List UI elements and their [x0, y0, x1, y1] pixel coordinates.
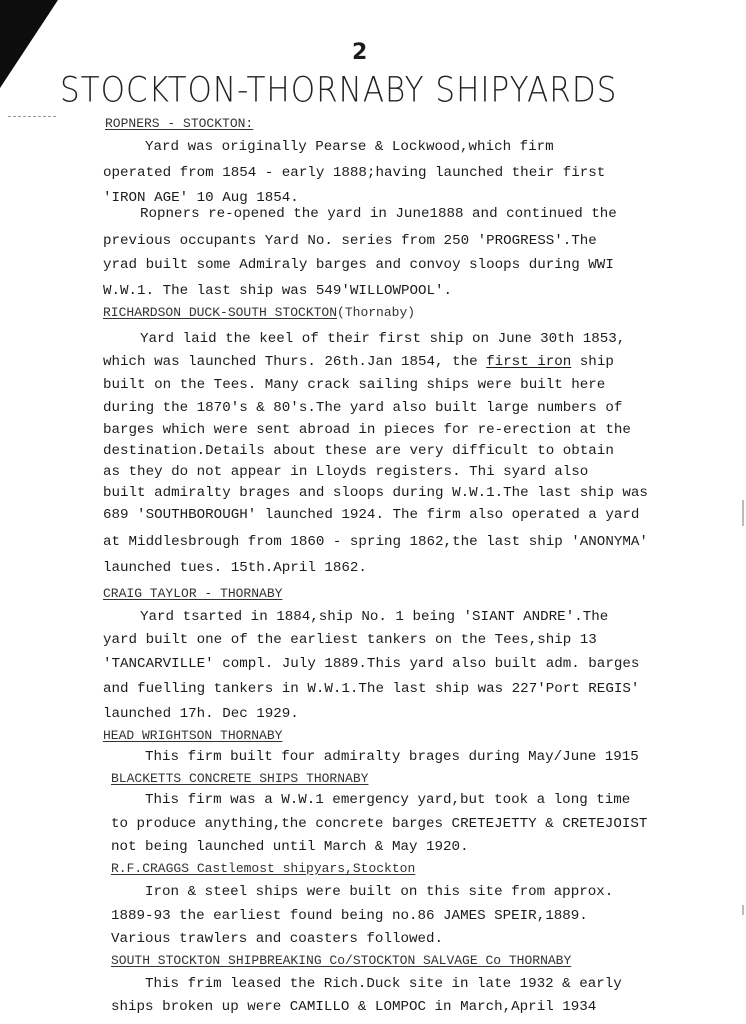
text-line: during the 1870's & 80's.The yard also built large numbers of: [103, 400, 623, 416]
text-line: launched tues. 15th.April 1862.: [103, 560, 367, 576]
text-line: to produce anything,the concrete barges CRETEJETTY & CRETEJOIST: [111, 816, 648, 832]
scan-edge-mark: [742, 905, 744, 915]
text-line: destination.Details about these are very difficult to obtain: [103, 443, 614, 459]
text-line: yrad built some Admiraly barges and convoy sloops during WWI: [103, 257, 614, 273]
text-line: Yard was originally Pearse & Lockwood,which firm: [145, 139, 554, 155]
text-line: W.W.1. The last ship was 549'WILLOWPOOL'.: [103, 283, 453, 299]
text-line: yard built one of the earliest tankers on the Tees,ship 13: [103, 632, 597, 648]
scan-edge-mark: [742, 500, 744, 526]
section-heading: HEAD WRIGHTSON THORNABY: [103, 728, 283, 743]
scan-corner-mark: [0, 0, 58, 88]
section-heading: BLACKETTS CONCRETE SHIPS THORNABY: [111, 771, 369, 786]
text-line: Yard tsarted in 1884,ship No. 1 being 'SIANT ANDRE'.The: [140, 609, 609, 625]
text-line: built on the Tees. Many crack sailing ships were built here: [103, 377, 606, 393]
text-line: and fuelling tankers in W.W.1.The last ship was 227'Port REGIS': [103, 681, 640, 697]
text-line: ships broken up were CAMILLO & LOMPOC in March,April 1934: [111, 999, 597, 1015]
underlined-phrase: first iron: [486, 354, 572, 370]
text-line: Ropners re-opened the yard in June1888 and continued the: [140, 206, 617, 222]
text-line: as they do not appear in Lloyds registers. Thi syard also: [103, 464, 589, 480]
text-line: Various trawlers and coasters followed.: [111, 931, 444, 947]
section-heading: R.F.CRAGGS Castlemost shipyars,Stockton: [111, 861, 416, 876]
text-line: 'TANCARVILLE' compl. July 1889.This yard also built adm. barges: [103, 656, 640, 672]
margin-mark: [8, 116, 56, 117]
text-line: at Middlesbrough from 1860 - spring 1862,the last ship 'ANONYMA': [103, 534, 648, 550]
section-heading: SOUTH STOCKTON SHIPBREAKING Co/STOCKTON SALVAGE Co THORNABY: [111, 953, 572, 968]
text-line: 689 'SOUTHBOROUGH' launched 1924. The firm also operated a yard: [103, 507, 640, 523]
section-heading: CRAIG TAYLOR - THORNABY: [103, 586, 283, 601]
text-line: built admiralty brages and sloops during W.W.1.The last ship was: [103, 485, 648, 501]
section-heading: [103, 305, 415, 321]
section-heading-name: RICHARDSON DUCK-SOUTH STOCKTON: [103, 305, 338, 320]
text-line: Yard laid the keel of their first ship on June 30th 1853,: [140, 331, 626, 347]
text-line: This frim leased the Rich.Duck site in late 1932 & early: [145, 976, 622, 992]
page-number: 2: [352, 40, 368, 65]
text-line: Iron & steel ships were built on this site from approx.: [145, 884, 614, 900]
text-line: operated from 1854 - early 1888;having launched their first: [103, 165, 606, 181]
text-line: previous occupants Yard No. series from 250 'PROGRESS'.The: [103, 233, 597, 249]
text-segment: which was launched Thurs. 26th.Jan 1854, the: [103, 354, 478, 370]
text-line: barges which were sent abroad in pieces for re-erection at the: [103, 422, 631, 438]
text-segment: ship: [579, 354, 614, 370]
section-heading: ROPNERS - STOCKTON:: [105, 116, 254, 131]
text-line: launched 17h. Dec 1929.: [103, 706, 299, 722]
text-line: [103, 353, 614, 371]
page-title: STOCKTON-THORNABY SHIPYARDS: [60, 70, 618, 111]
text-line: 1889-93 the earliest found being no.86 JAMES SPEIR,1889.: [111, 908, 588, 924]
text-line: This firm built four admiralty brages during May/June 1915: [145, 749, 639, 765]
section-heading-suffix: (Thornaby): [337, 305, 416, 320]
text-line: 'IRON AGE' 10 Aug 1854.: [103, 190, 299, 206]
text-line: not being launched until March & May 1920.: [111, 839, 469, 855]
text-line: This firm was a W.W.1 emergency yard,but took a long time: [145, 792, 631, 808]
